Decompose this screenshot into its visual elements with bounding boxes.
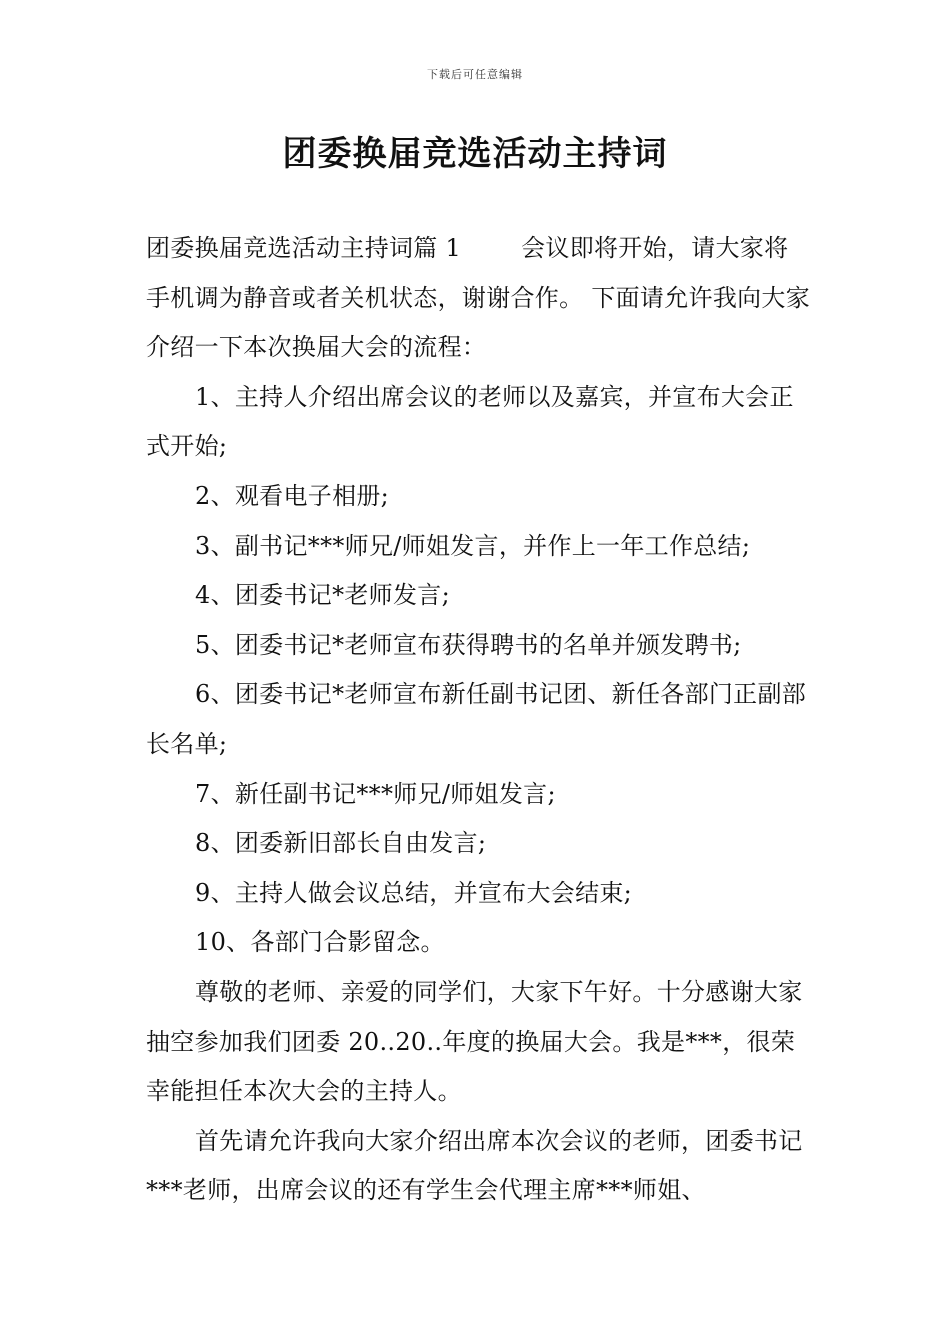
list-item: 10、各部门合影留念。: [195, 928, 445, 957]
list-item: 1、主持人介绍出席会议的老师以及嘉宾，并宣布大会正式开始;: [146, 382, 794, 461]
list-item: 9、主持人做会议总结，并宣布大会结束;: [195, 878, 633, 907]
intro-paragraph: [146, 224, 811, 373]
list-item: 8、团委新旧部长自由发言;: [195, 829, 487, 858]
list-item: 5、团委书记*老师宣布获得聘书的名单并颁发聘书;: [195, 630, 742, 659]
list-item: 6、团委书记*老师宣布新任副书记团、新任各部门正副部长名单;: [146, 680, 807, 758]
intro-text: 会议即将开始，请大家将手机调为静音或者关机状态，谢谢合作。 下面请允许我向大家介绍一下本次换届大会的流程：: [146, 234, 811, 362]
list-item: 7、新任副书记***师兄/师姐发言;: [195, 779, 556, 808]
list-item: 2、观看电子相册;: [195, 481, 390, 510]
document-body: [146, 224, 811, 1216]
header-note: 下载后可任意编辑: [427, 68, 523, 81]
list-item: 4、团委书记*老师发言;: [195, 581, 450, 610]
guests-paragraph: 首先请允许我向大家介绍出席本次会议的老师，团委书记***老师，出席会议的还有学生会代理主席***师姐、: [146, 1126, 803, 1205]
list-item: 3、副书记***师兄/师姐发言，并作上一年工作总结;: [195, 531, 751, 560]
page-title: 团委换届竞选活动主持词: [282, 134, 668, 174]
section-heading: 团委换届竞选活动主持词篇 1: [146, 234, 462, 262]
greeting-paragraph: 尊敬的老师、亲爱的同学们，大家下午好。十分感谢大家抽空参加我们团委 20..20..年度的换届大会。我是***，很荣幸能担任本次大会的主持人。: [146, 977, 803, 1106]
